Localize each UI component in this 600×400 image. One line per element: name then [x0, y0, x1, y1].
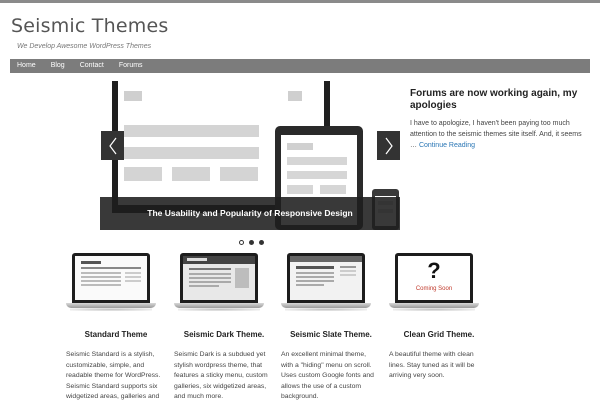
site-title[interactable]: Seismic Themes [11, 15, 169, 37]
slider-next-button[interactable] [377, 131, 400, 160]
continue-reading-link[interactable]: Continue Reading [418, 142, 475, 149]
theme-description-dark: Seismic Dark is a subdued yet stylish wordpress theme, that features a sticky menu, custom galleries, six widgetized areas, and much more. [174, 351, 268, 400]
nav-item-home[interactable]: Home [17, 62, 36, 69]
theme-title-dark[interactable]: Seismic Dark Theme. [183, 330, 265, 339]
theme-thumbnail[interactable] [174, 253, 264, 311]
theme-title-slate[interactable]: Seismic Slate Theme. [290, 330, 372, 339]
featured-post-title[interactable]: Forums are now working again, my apologies [410, 88, 578, 111]
slider-dot-2[interactable] [249, 240, 254, 245]
theme-card-dark [174, 253, 274, 311]
theme-description-clean-grid: A beautiful theme with clean lines. Stay tuned as it will be arriving very soon. [389, 351, 475, 380]
question-mark-icon: ? [427, 258, 441, 283]
theme-thumbnail[interactable] [389, 253, 479, 311]
theme-thumbnail[interactable] [281, 253, 371, 311]
slider-pagination [239, 240, 264, 245]
top-rule [0, 0, 600, 3]
theme-description-standard: Seismic Standard is a stylish, customizable, simple, and readable theme for WordPress. Seismic Standard supports six widgetized areas, galleries and [66, 351, 161, 400]
coming-soon-label: Coming Soon [415, 286, 453, 292]
excerpt-text: I have to apologize, I haven't been paying too much attention to the seismic themes site itself. And, it seems … [410, 120, 582, 149]
slider-dot-3[interactable] [259, 240, 264, 245]
slider-dot-1[interactable] [239, 240, 244, 245]
nav-item-blog[interactable]: Blog [50, 62, 65, 69]
nav-item-contact[interactable]: Contact [79, 62, 104, 69]
theme-card-slate [281, 253, 381, 311]
nav-item-forums[interactable]: Forums [118, 62, 143, 69]
theme-card-standard [66, 253, 166, 311]
theme-title-clean-grid[interactable]: Clean Grid Theme. [403, 330, 475, 339]
main-navigation [10, 59, 590, 73]
theme-card-clean-grid [389, 253, 489, 311]
theme-title-standard[interactable]: Standard Theme [84, 330, 148, 339]
theme-thumbnail[interactable] [66, 253, 156, 311]
site-tagline: We Develop Awesome WordPress Themes [17, 43, 152, 50]
theme-description-slate: An excellent minimal theme, with a "hiding" menu on scroll. Uses custom Google fonts and allows the use of a custom background. [281, 351, 374, 400]
slider-prev-button[interactable] [101, 131, 124, 160]
featured-post-excerpt [410, 118, 590, 151]
chevron-right-icon [384, 137, 394, 155]
chevron-left-icon [108, 137, 118, 155]
slide-caption[interactable]: The Usability and Popularity of Responsive Design [147, 208, 353, 218]
